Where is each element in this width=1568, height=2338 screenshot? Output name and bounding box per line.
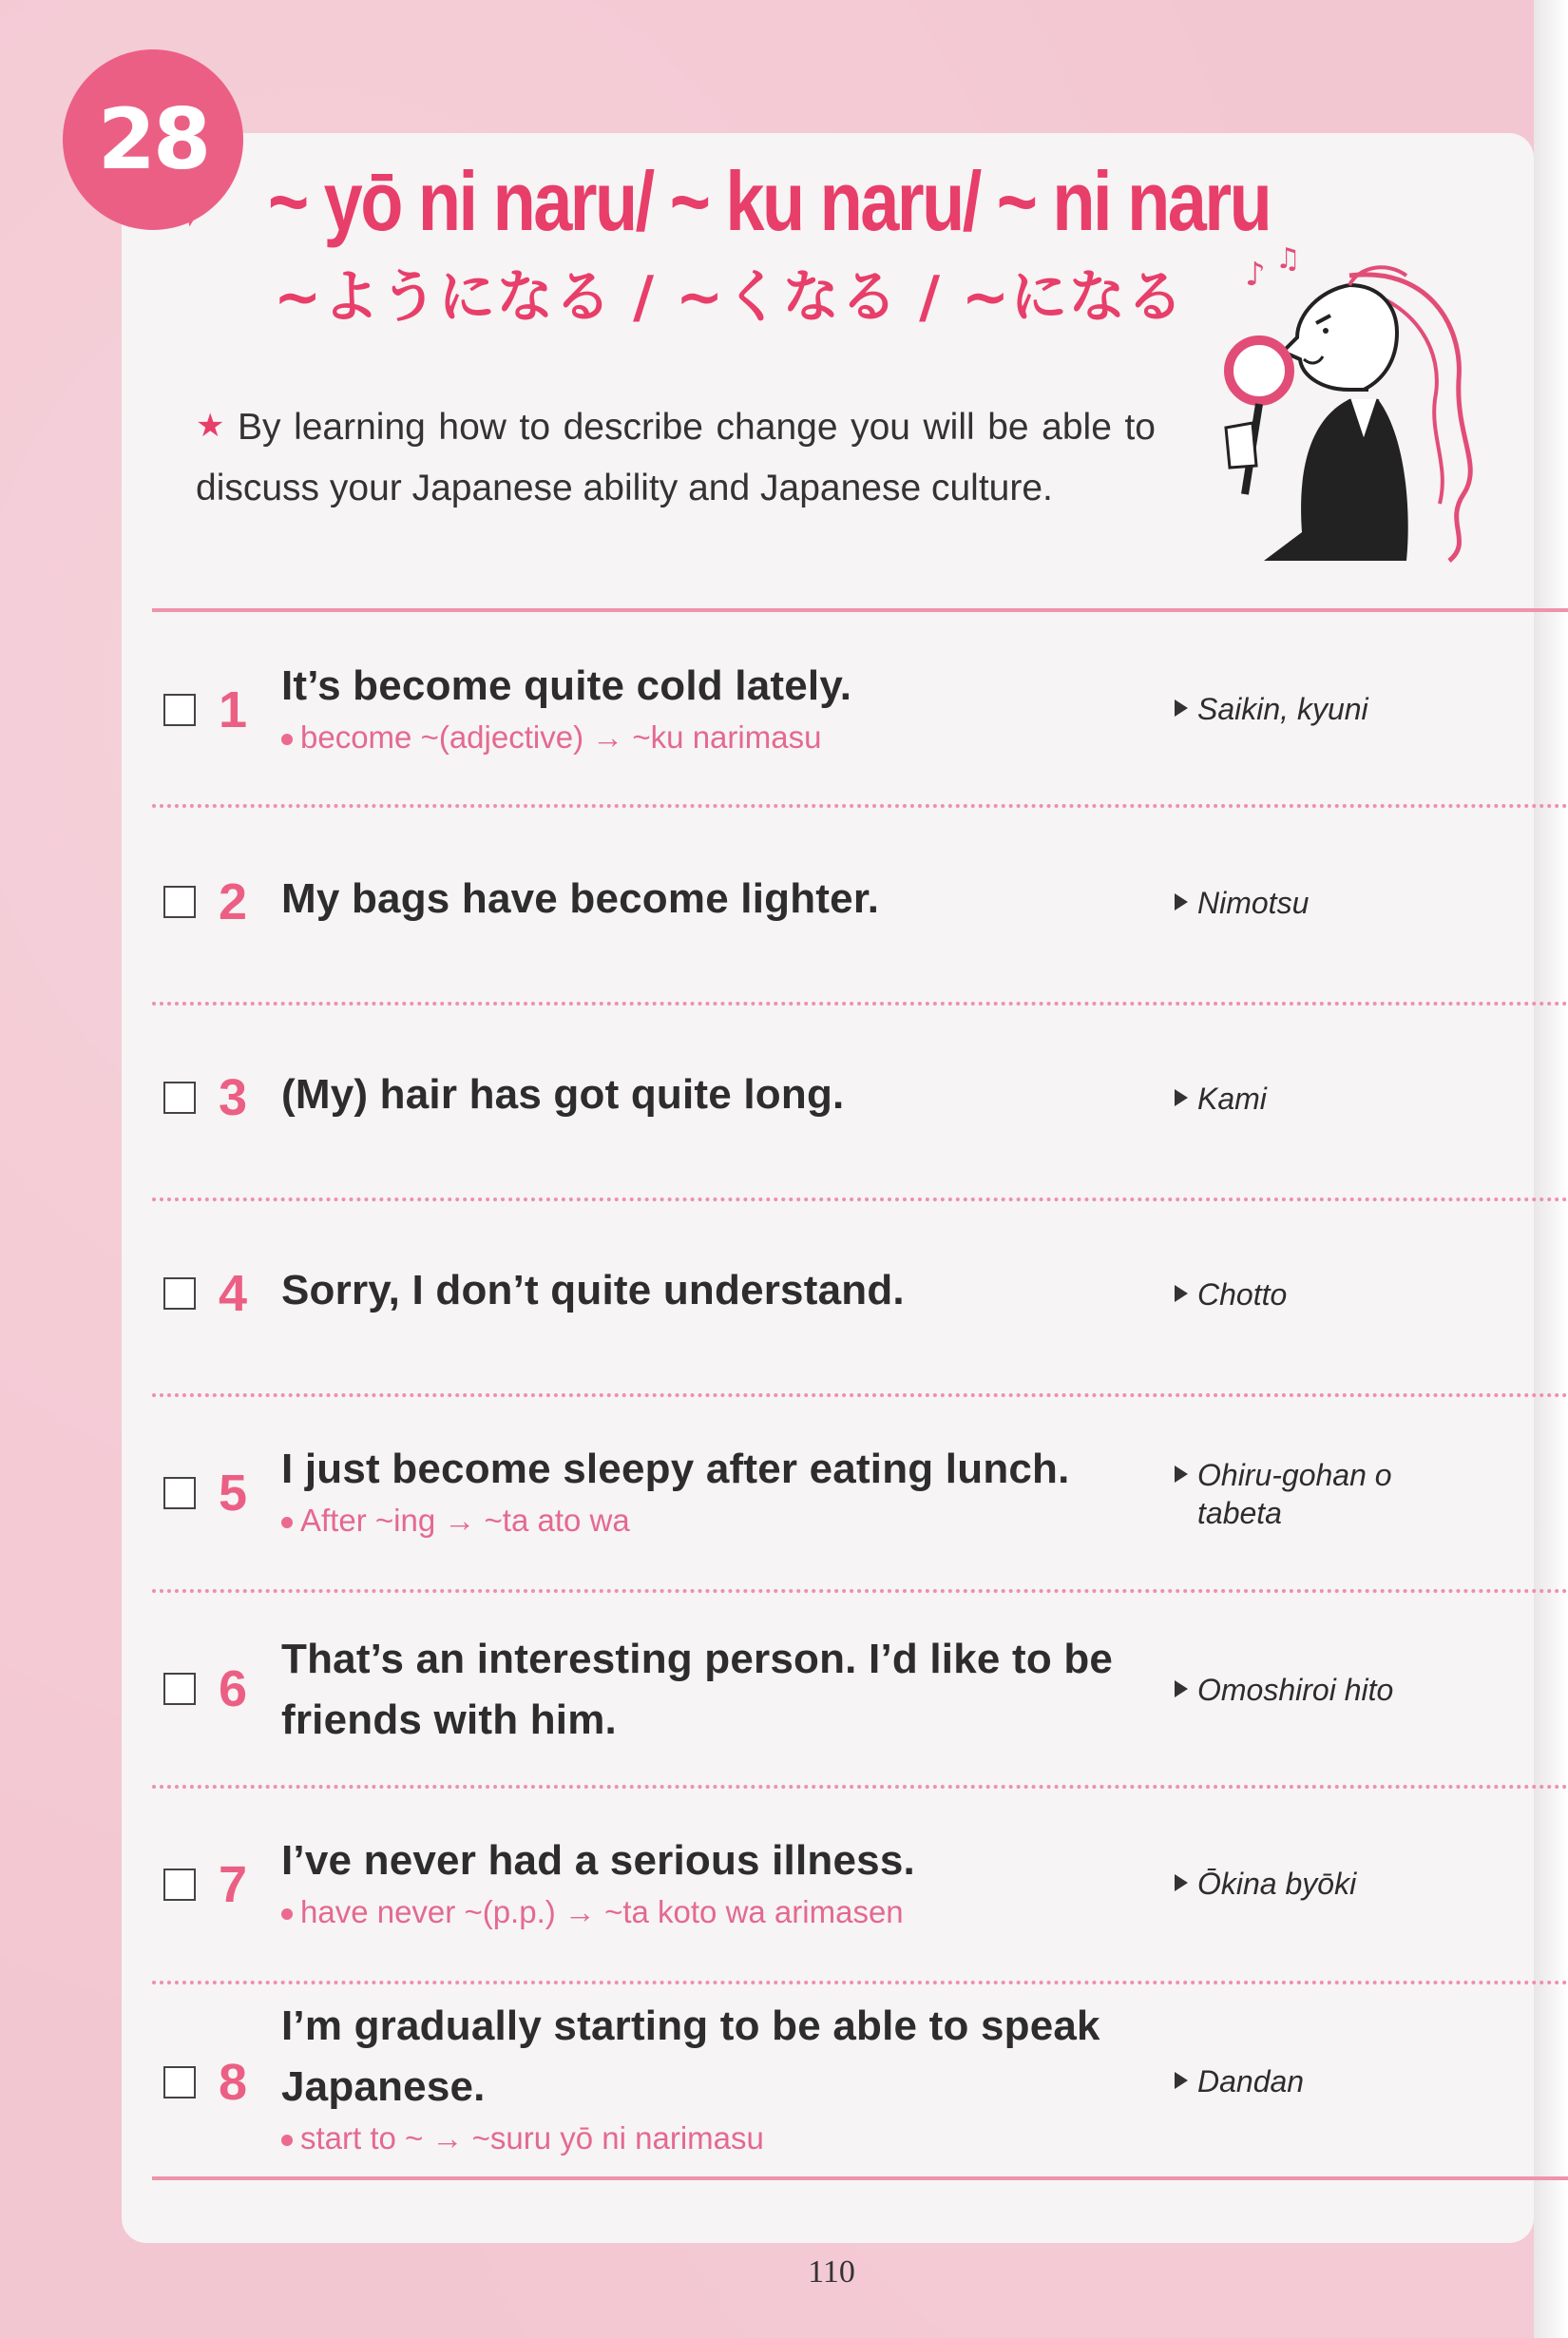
- english-sentence: I’ve never had a serious illness.: [281, 1837, 915, 1884]
- item-divider: [152, 1393, 1568, 1397]
- hint-text: Nimotsu: [1197, 886, 1310, 920]
- hint: [1197, 1865, 1444, 1903]
- lesson-intro-text: By learning how to describe change you will be able to discuss your Japanese ability and Japanese culture.: [196, 407, 1156, 508]
- item-divider: [152, 1002, 1568, 1006]
- checkbox[interactable]: [163, 1082, 196, 1114]
- grammar-note-text: start to ~ → ~suru yō ni narimasu: [300, 2120, 764, 2156]
- checkbox[interactable]: [163, 1277, 196, 1310]
- lesson-title-romaji: ~ yō ni naru/ ~ ku naru/ ~ ni naru: [268, 154, 1271, 248]
- item-number: 7: [219, 1856, 248, 1913]
- grammar-note: [281, 1502, 1137, 1540]
- hint: [1197, 1456, 1444, 1532]
- bullet-icon: [281, 1908, 293, 1920]
- english-sentence: (My) hair has got quite long.: [281, 1071, 845, 1118]
- svg-text:♪: ♪: [1245, 256, 1266, 294]
- grammar-note: [281, 2119, 1137, 2157]
- checkbox[interactable]: [163, 1868, 196, 1901]
- english-sentence: My bags have become lighter.: [281, 875, 880, 922]
- hint-text: Kami: [1197, 1082, 1267, 1116]
- item-divider: [152, 1198, 1568, 1201]
- svg-text:♫: ♫: [1275, 247, 1301, 276]
- triangle-marker-icon: [1175, 2072, 1188, 2089]
- checkbox[interactable]: [163, 1477, 196, 1509]
- woman-with-magnifying-glass-illustration: [1207, 247, 1492, 589]
- grammar-note: [281, 1893, 1137, 1931]
- page-number: 110: [808, 2254, 855, 2290]
- item-divider: [152, 1589, 1568, 1593]
- item-divider: [152, 1981, 1568, 1984]
- lesson-title-japanese: ~ようになる / ~くなる / ~になる: [274, 264, 1185, 331]
- grammar-note-text: have never ~(p.p.) → ~ta koto wa arimasen: [300, 1894, 904, 1929]
- english-sentence: I’m gradually starting to be able to speak Japanese.: [281, 2003, 1100, 2110]
- item-number: 6: [219, 1660, 248, 1717]
- triangle-marker-icon: [1175, 1874, 1188, 1891]
- bullet-icon: [281, 1517, 293, 1528]
- triangle-marker-icon: [1175, 1680, 1188, 1697]
- triangle-marker-icon: [1175, 699, 1188, 717]
- checkbox[interactable]: [163, 694, 196, 726]
- hint-text: Saikin, kyuni: [1197, 692, 1368, 726]
- item-number: 5: [219, 1465, 248, 1522]
- triangle-marker-icon: [1175, 1285, 1188, 1302]
- english-sentence: I just become sleepy after eating lunch.: [281, 1446, 1070, 1492]
- hint: [1197, 884, 1444, 922]
- header-divider: [152, 608, 1568, 612]
- triangle-marker-icon: [1175, 1466, 1188, 1483]
- hint: [1197, 1275, 1444, 1313]
- hint: [1197, 1671, 1444, 1709]
- hint: [1197, 1080, 1444, 1118]
- checkbox[interactable]: [163, 2066, 196, 2098]
- hint-text: Dandan: [1197, 2064, 1305, 2098]
- grammar-note-text: After ~ing → ~ta ato wa: [300, 1503, 630, 1538]
- hint: [1197, 690, 1444, 728]
- grammar-note: [281, 719, 1137, 757]
- checkbox[interactable]: [163, 886, 196, 918]
- item-divider: [152, 804, 1568, 808]
- lesson-number-badge: 28: [63, 49, 243, 230]
- hint-text: Ohiru-gohan o tabeta: [1197, 1458, 1392, 1530]
- page-edge: [1534, 0, 1568, 2338]
- english-sentence: It’s become quite cold lately.: [281, 662, 852, 709]
- item-divider: [152, 1785, 1568, 1789]
- hint: [1197, 2062, 1444, 2100]
- item-number: 2: [219, 873, 248, 930]
- hint-text: Ōkina byōki: [1197, 1867, 1357, 1901]
- lesson-intro: [196, 397, 1156, 519]
- footer-divider: [152, 2176, 1568, 2180]
- english-sentence: That’s an interesting person. I’d like to be friends with him.: [281, 1636, 1114, 1743]
- triangle-marker-icon: [1175, 893, 1188, 910]
- checkbox[interactable]: [163, 1673, 196, 1705]
- star-icon: ★: [196, 407, 225, 445]
- bullet-icon: [281, 2135, 293, 2146]
- bullet-icon: [281, 734, 293, 745]
- item-number: 1: [219, 681, 248, 738]
- grammar-note-text: become ~(adjective) → ~ku narimasu: [300, 719, 822, 755]
- item-number: 4: [219, 1265, 248, 1322]
- triangle-marker-icon: [1175, 1089, 1188, 1106]
- hint-text: Chotto: [1197, 1277, 1288, 1312]
- item-number: 3: [219, 1069, 248, 1126]
- item-number: 8: [219, 2054, 248, 2111]
- english-sentence: Sorry, I don’t quite understand.: [281, 1267, 905, 1313]
- hint-text: Omoshiroi hito: [1197, 1673, 1394, 1707]
